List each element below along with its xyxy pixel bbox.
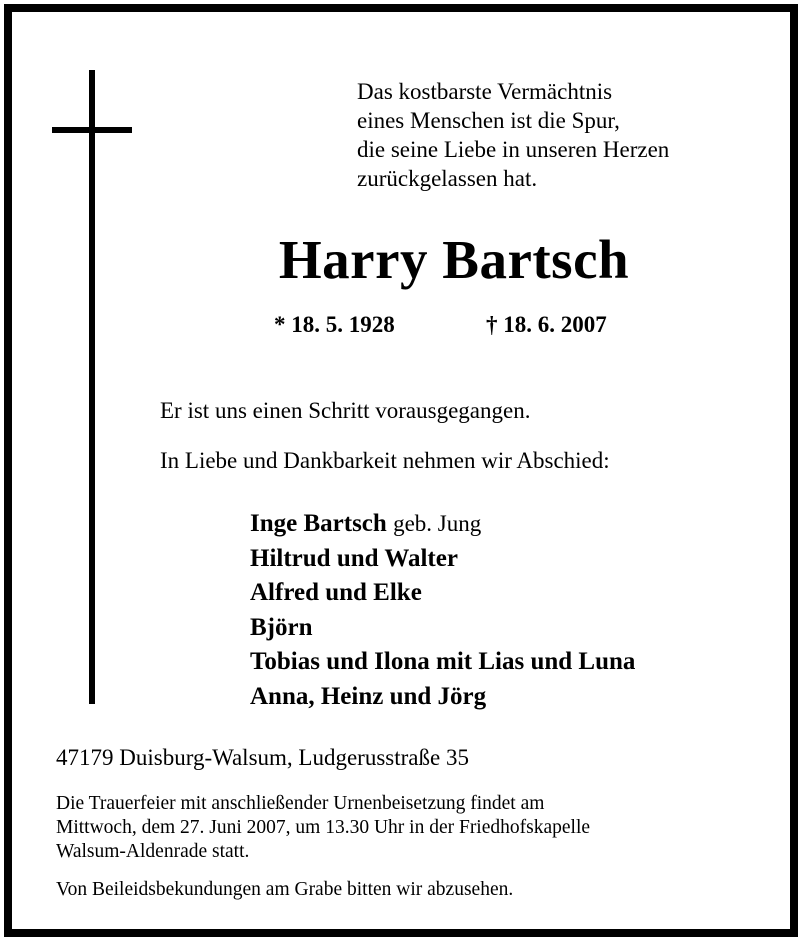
- deceased-name: Harry Bartsch: [278, 229, 630, 290]
- quote-line: eines Menschen ist die Spur,: [357, 108, 620, 133]
- cross-vertical-bar: [89, 70, 95, 704]
- quote-line: zurückgelassen hat.: [357, 166, 538, 191]
- family-address: 47179 Duisburg-Walsum, Ludgerusstraße 35: [56, 745, 469, 770]
- family-list: [250, 507, 635, 715]
- family-member: [250, 680, 635, 715]
- ceremony-line: Walsum-Aldenrade statt.: [56, 841, 250, 862]
- family-member-name: Tobias und Ilona mit Lias und Luna: [250, 648, 636, 676]
- family-member: [250, 611, 635, 646]
- family-member-name: Alfred und Elke: [250, 579, 422, 607]
- message-line-1: Er ist uns einen Schritt vorausgegangen.: [160, 398, 531, 423]
- quote-line: Das kostbarste Vermächtnis: [357, 79, 613, 104]
- family-member-name: Anna, Heinz und Jörg: [250, 682, 487, 710]
- family-member: [250, 576, 635, 611]
- family-member-name: Björn: [250, 613, 313, 641]
- family-member: [250, 542, 635, 577]
- family-member: [250, 645, 635, 680]
- ceremony-notice: [56, 792, 590, 864]
- closing-note: Von Beileidsbekundungen am Grabe bitten wir abzusehen.: [56, 879, 514, 900]
- birth-date: * 18. 5. 1928: [274, 312, 395, 337]
- death-date: † 18. 6. 2007: [486, 312, 607, 337]
- family-member-name: Hiltrud und Walter: [250, 544, 458, 572]
- family-member-name: Inge Bartsch: [250, 510, 387, 537]
- message-line-2: In Liebe und Dankbarkeit nehmen wir Abschied:: [160, 448, 610, 473]
- family-member: [250, 507, 635, 542]
- ceremony-line: Mittwoch, dem 27. Juni 2007, um 13.30 Uhr in der Friedhofskapelle: [56, 817, 591, 838]
- ceremony-line: Die Trauerfeier mit anschließender Urnenbeisetzung findet am: [56, 793, 545, 814]
- cross-horizontal-bar: [52, 127, 132, 133]
- memorial-quote: [357, 77, 669, 193]
- quote-line: die seine Liebe in unseren Herzen: [357, 137, 670, 162]
- family-member-suffix: geb. Jung: [393, 511, 482, 536]
